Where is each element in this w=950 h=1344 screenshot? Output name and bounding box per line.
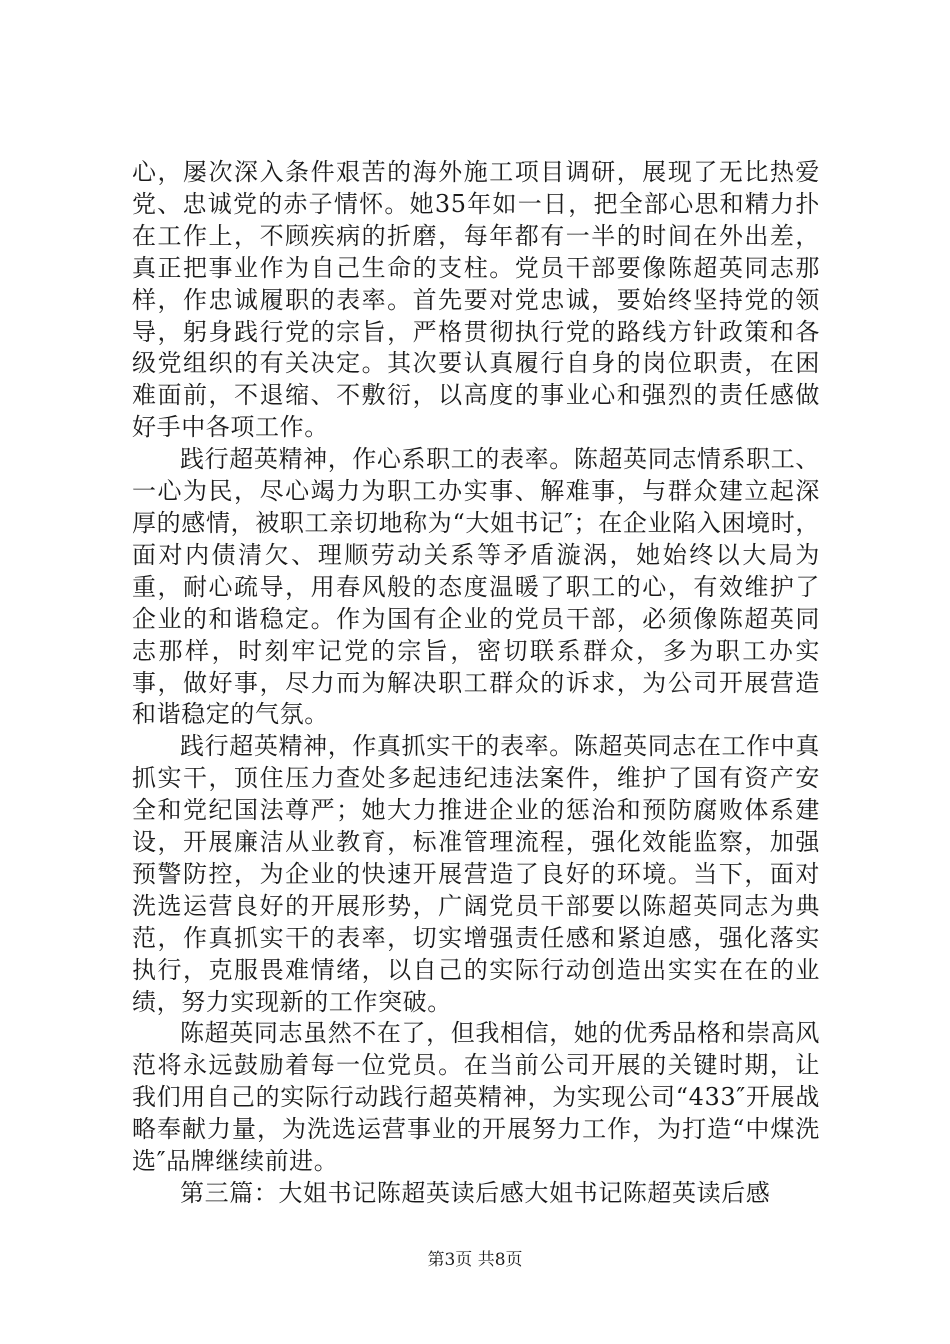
paragraph-3: 践行超英精神，作真抓实干的表率。陈超英同志在工作中真抓实干，顶住压力查处多起违纪违法案件，维护了国有资产安全和党纪国法尊严；她大力推进企业的惩治和预防腐败体系建设，开展廉洁从业教育，标准管理流程，强化效能监察，加强预警防控，为企业的快速开展营造了良好的环境。当下，面对洗选运营良好的开展形势，广阔党员干部要以陈超英同志为典范，作真抓实干的表率，切实增强责任感和紧迫感，强化落实执行，克服畏难情绪，以自己的实际行动创造出实实在在的业绩，努力实现新的工作突破。: [132, 732, 820, 1016]
paragraph-4: 陈超英同志虽然不在了，但我相信，她的优秀品格和崇高风范将永远鼓励着每一位党员。在当前公司开展的关键时期，让我们用自己的实际行动践行超英精神，为实现公司“433″开展战略奉献力量，为洗选运营事业的开展努力工作，为打造“中煤洗选″品牌继续前进。: [132, 1019, 820, 1176]
paragraph-1: 心，屡次深入条件艰苦的海外施工项目调研，展现了无比热爱党、忠诚党的赤子情怀。她35年如一日，把全部心思和精力扑在工作上，不顾疾病的折磨，每年都有一半的时间在外出差，真正把事业作为自己生命的支柱。党员干部要像陈超英同志那样，作忠诚履职的表率。首先要对党忠诚，要始终坚持党的领导，躬身践行党的宗旨，严格贯彻执行党的路线方针政策和各级党组织的有关决定。其次要认真履行自身的岗位职责，在困难面前，不退缩、不敷衍，以高度的事业心和强烈的责任感做好手中各项工作。: [132, 158, 820, 442]
document-body: [132, 157, 820, 1210]
paragraph-5-heading: 第三篇：大姐书记陈超英读后感大姐书记陈超英读后感: [180, 1179, 771, 1207]
page-number: 第3页 共8页: [427, 1250, 523, 1270]
paragraph-2: 践行超英精神，作心系职工的表率。陈超英同志情系职工、一心为民，尽心竭力为职工办实事、解难事，与群众建立起深厚的感情，被职工亲切地称为“大姐书记″；在企业陷入困境时，面对内债清欠、理顺劳动关系等矛盾漩涡，她始终以大局为重，耐心疏导，用春风般的态度温暖了职工的心，有效维护了企业的和谐稳定。作为国有企业的党员干部，必须像陈超英同志那样，时刻牢记党的宗旨，密切联系群众，多为职工办实事，做好事，尽力而为解决职工群众的诉求，为公司开展营造和谐稳定的气氛。: [132, 445, 820, 729]
